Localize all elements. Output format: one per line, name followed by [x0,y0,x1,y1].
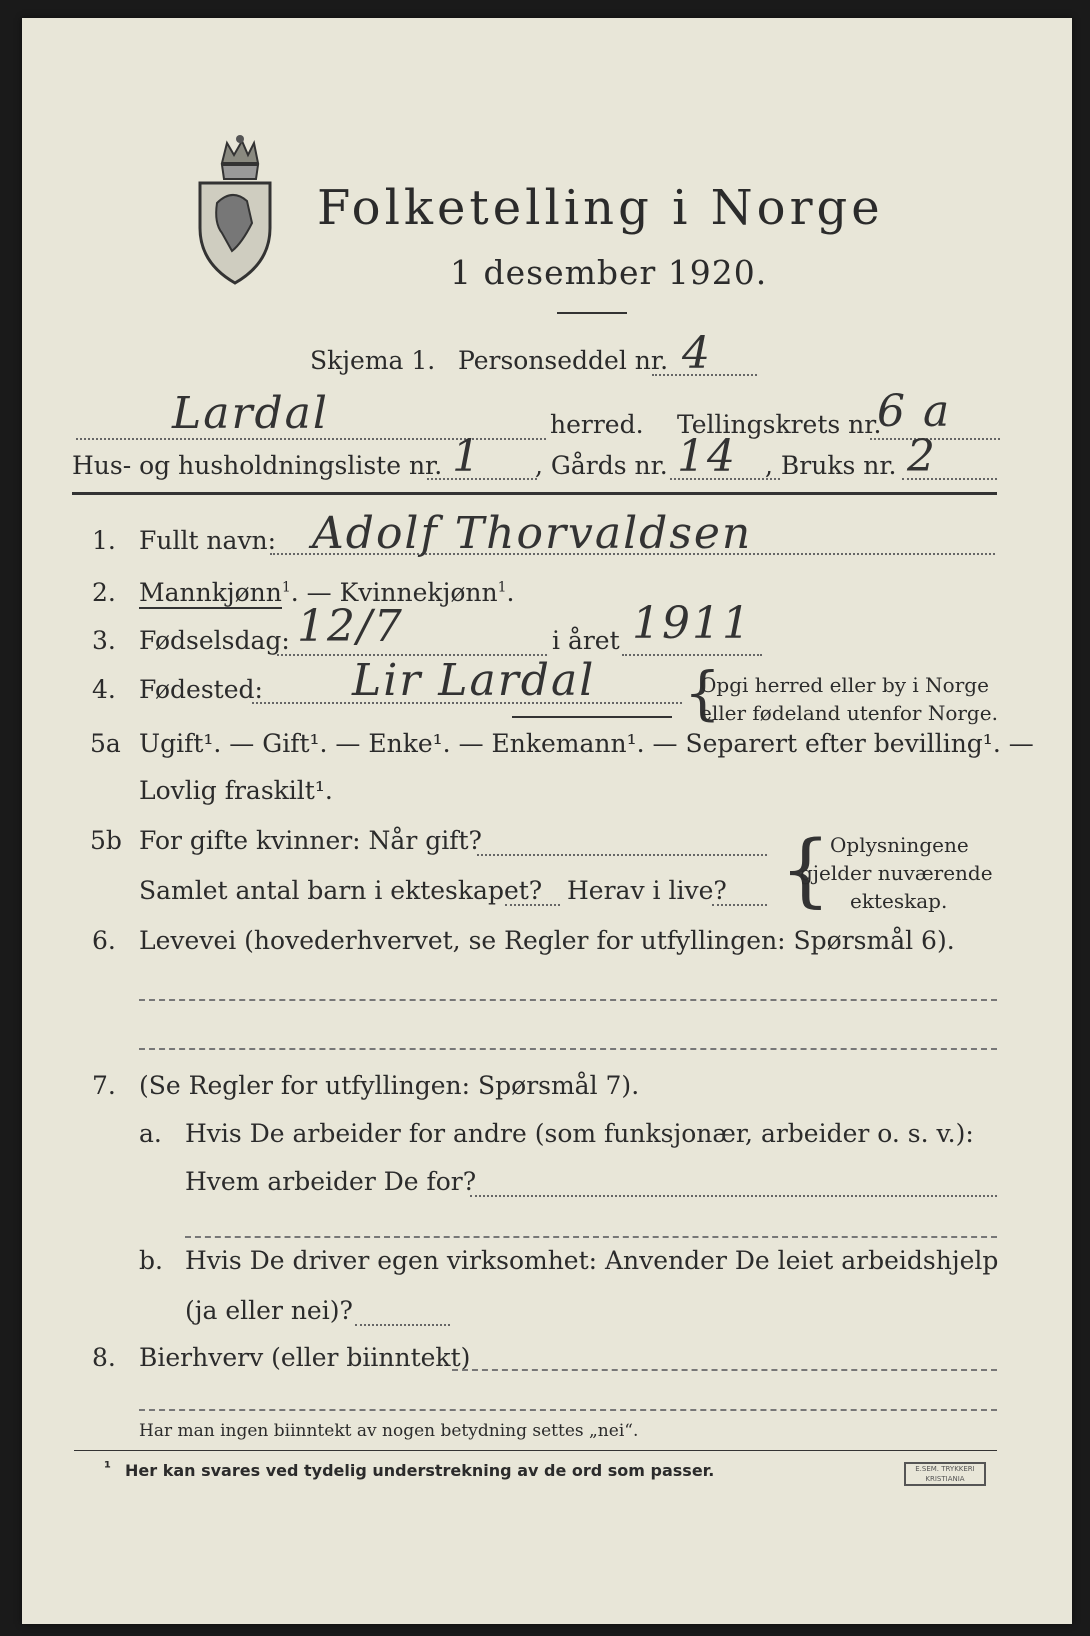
coat-of-arms-emblem [192,133,277,288]
q1-full-name-value[interactable]: Adolf Thorvaldsen [312,508,753,559]
husholdning-label: Hus- og husholdningsliste nr. [72,451,443,480]
q7b-text-2: (ja eller nei)? [185,1296,353,1325]
q4-label: Fødested: [139,675,263,704]
footnote-text: Her kan svares ved tydelig understrekning av de ord som passer. [125,1461,715,1480]
tellingskrets-value[interactable]: 6 a [877,386,952,437]
q5b-married-line [477,854,767,856]
q3-year-line [622,654,762,656]
q5b-alive-label: Herav i live? [567,876,727,905]
q4-note-brace: { [684,659,721,727]
q5a-number: 5a [90,729,121,758]
q4-number: 4. [92,675,116,704]
q5b-married-label: For gifte kvinner: Når gift? [139,826,482,855]
footnote-divider [74,1450,997,1451]
q2-footnote-mark-1: 1 [281,579,291,596]
q7a-text: Hvis De arbeider for andre (som funksjonær, arbeider o. s. v.): [185,1119,974,1148]
q3-birthday-value[interactable]: 12/7 [297,601,404,652]
q7-number: 7. [92,1071,116,1100]
q4-note-line-2: eller fødeland utenfor Norge. [700,701,998,725]
q5b-number: 5b [90,826,122,855]
q4-note-line-1: Opgi herred eller by i Norge [700,673,989,697]
q7-label: (Se Regler for utfyllingen: Spørsmål 7). [139,1071,640,1100]
q6-answer-line-1 [139,999,997,1001]
q7a-answer-line-2 [185,1236,997,1238]
q5b-children-label: Samlet antal barn i ekteskapet? [139,876,543,905]
herred-label: herred. [550,410,644,439]
form-title: Folketelling i Norge [317,180,884,236]
q8-number: 8. [92,1343,116,1372]
q7a-letter: a. [139,1119,162,1148]
q6-answer-line-2 [139,1048,997,1050]
bruks-value[interactable]: 2 [907,431,937,482]
census-date: 1 desember 1920. [450,253,768,292]
printer-stamp: E.SEM. TRYKKERI KRISTIANIA [904,1462,986,1486]
q6-number: 6. [92,926,116,955]
q7b-line [355,1324,450,1326]
q2-footnote-mark-2: 1 [497,579,507,596]
q1-label: Fullt navn: [139,526,277,555]
q3-year-value[interactable]: 1911 [632,598,752,649]
q5b-children-line [505,904,560,906]
q7b-letter: b. [139,1246,163,1275]
q1-number: 1. [92,526,116,555]
q8-answer-line-2 [139,1409,997,1411]
q5b-note-line-3: ekteskap. [850,889,948,913]
q5b-alive-line [712,904,767,906]
q5a-civil-status-options[interactable]: Ugift¹. — Gift¹. — Enke¹. — Enkemann¹. — Separert efter bevilling¹. — [139,729,1034,758]
q6-label: Levevei (hovederhvervet, se Regler for utfyllingen: Spørsmål 6). [139,926,955,955]
husholdning-value[interactable]: 1 [452,431,482,482]
q5b-note-brace: { [780,823,831,916]
q2-number: 2. [92,578,116,607]
gards-value[interactable]: 14 [677,431,737,482]
personseddel-value[interactable]: 4 [682,328,712,379]
footnote-mark: ¹ [104,1458,112,1477]
q7b-text: Hvis De driver egen virksomhet: Anvender De leiet arbeidshjelp [185,1246,999,1275]
q4-birthplace-value[interactable]: Lir Lardal [352,655,596,706]
q4-underline-mark [512,716,672,718]
q7a-line [470,1195,997,1197]
bruks-label: , Bruks nr. [765,451,897,480]
q8-label: Bierhverv (eller biinntekt) [139,1343,471,1372]
q2-end: . [506,578,515,607]
q5a-civil-status-options-2[interactable]: Lovlig fraskilt¹. [139,776,333,805]
census-form-page [22,18,1072,1624]
q3-year-label: i året [552,626,620,655]
q3-label: Fødselsdag: [139,626,290,655]
q8-line [452,1369,997,1371]
biinntekt-note: Har man ingen biinntekt av nogen betydning settes „nei“. [139,1421,639,1441]
header-divider [72,492,997,495]
tellingskrets-label: Tellingskrets nr. [677,410,882,439]
title-divider [557,312,627,314]
q2-kvinnekjonn-option[interactable]: . — Kvinnekjønn [290,578,498,607]
skjema-label: Skjema 1. [310,346,436,375]
q7a-text-2: Hvem arbeider De for? [185,1167,477,1196]
gards-label: , Gårds nr. [535,451,668,480]
q2-mannkjonn-option[interactable]: Mannkjønn [139,578,282,607]
q3-number: 3. [92,626,116,655]
q5b-note-line-1: Oplysningene [830,833,969,857]
q5b-note-line-2: gjelder nuværende [800,861,993,885]
herred-value[interactable]: Lardal [172,388,329,439]
personseddel-label: Personseddel nr. [458,346,669,375]
husholdning-line [427,478,537,480]
